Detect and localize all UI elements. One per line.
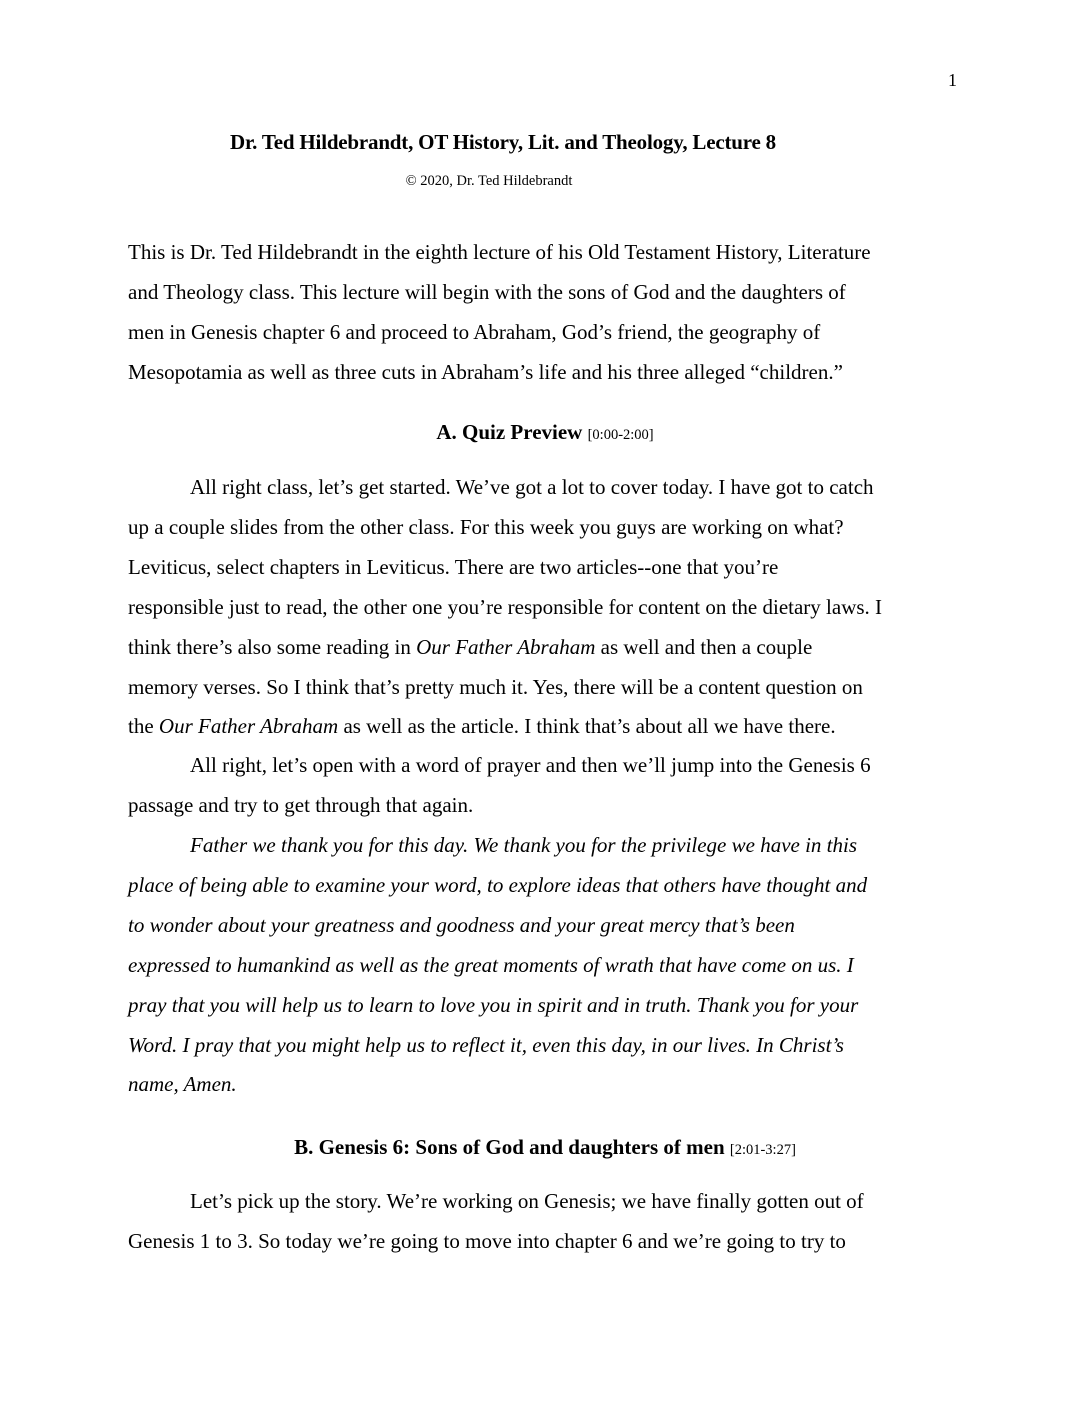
quiz-text: as well as the article. I think that’s about all we have there.	[338, 714, 836, 739]
section-a-heading	[0, 420, 1088, 445]
quiz-text: think there’s also some reading in	[128, 634, 417, 659]
copyright-line: © 2020, Dr. Ted Hildebrandt	[405, 173, 573, 189]
quiz-paragraph	[128, 468, 963, 747]
quiz-line: responsible just to read, the other one you’re responsible for content on the dietary laws. I	[128, 594, 883, 619]
quiz-line	[128, 707, 963, 747]
prayer-line: place of being able to examine your word, to explore ideas that others have thought and	[128, 872, 868, 897]
quiz-text: the	[128, 714, 159, 739]
section-b-title: B. Genesis 6: Sons of God and daughters of men	[294, 1135, 725, 1159]
paragraph-line: passage and try to get through that again.	[128, 792, 474, 817]
intro-line: and Theology class. This lecture will begin with the sons of God and the daughters of	[128, 279, 846, 304]
prayer-paragraph	[128, 826, 963, 1105]
quiz-line: up a couple slides from the other class. For this week you guys are working on what?	[128, 514, 844, 539]
intro-line: men in Genesis chapter 6 and proceed to Abraham, God’s friend, the geography of	[128, 319, 821, 344]
section-b-heading	[0, 1135, 1088, 1160]
quiz-line: All right class, let’s get started. We’ve got a lot to cover today. I have got to catch	[190, 475, 874, 499]
prayer-intro-paragraph	[128, 746, 963, 826]
prayer-line: pray that you will help us to learn to love you in spirit and in truth. Thank you for your	[128, 992, 859, 1017]
page-number: 1	[948, 70, 957, 90]
quiz-line	[128, 628, 963, 668]
book-title: Our Father Abraham	[416, 634, 596, 659]
intro-line: This is Dr. Ted Hildebrandt in the eighth lecture of his Old Testament History, Literature	[128, 240, 871, 264]
story-line: Let’s pick up the story. We’re working on Genesis; we have finally gotten out of	[190, 1189, 864, 1213]
prayer-line: expressed to humankind as well as the great moments of wrath that have come on us. I	[128, 952, 854, 977]
section-a-title: A. Quiz Preview	[436, 420, 583, 444]
prayer-line: Father we thank you for this day. We thank you for the privilege we have in this	[190, 833, 858, 857]
quiz-text: as well and then a couple	[595, 634, 813, 659]
prayer-line: to wonder about your greatness and goodness and your great mercy that’s been	[128, 912, 795, 937]
book-title: Our Father Abraham	[158, 714, 339, 739]
story-line: Genesis 1 to 3. So today we’re going to move into chapter 6 and we’re going to try to	[128, 1228, 846, 1253]
document-title: Dr. Ted Hildebrandt, OT History, Lit. and Theology, Lecture 8	[230, 130, 776, 154]
paragraph-line: All right, let’s open with a word of prayer and then we’ll jump into the Genesis 6	[190, 753, 871, 777]
section-a-timestamp: [0:00-2:00]	[587, 427, 654, 443]
prayer-line: name, Amen.	[128, 1072, 237, 1097]
story-paragraph	[128, 1182, 963, 1262]
intro-paragraph	[128, 233, 963, 393]
quiz-line: Leviticus, select chapters in Leviticus. There are two articles--one that you’re	[128, 554, 779, 579]
quiz-line: memory verses. So I think that’s pretty much it. Yes, there will be a content question on	[128, 674, 863, 699]
section-b-timestamp: [2:01-3:27]	[729, 1142, 796, 1158]
prayer-line: Word. I pray that you might help us to reflect it, even this day, in our lives. In Christ’s	[128, 1032, 844, 1057]
intro-line: Mesopotamia as well as three cuts in Abraham’s life and his three alleged “children.”	[128, 359, 843, 384]
